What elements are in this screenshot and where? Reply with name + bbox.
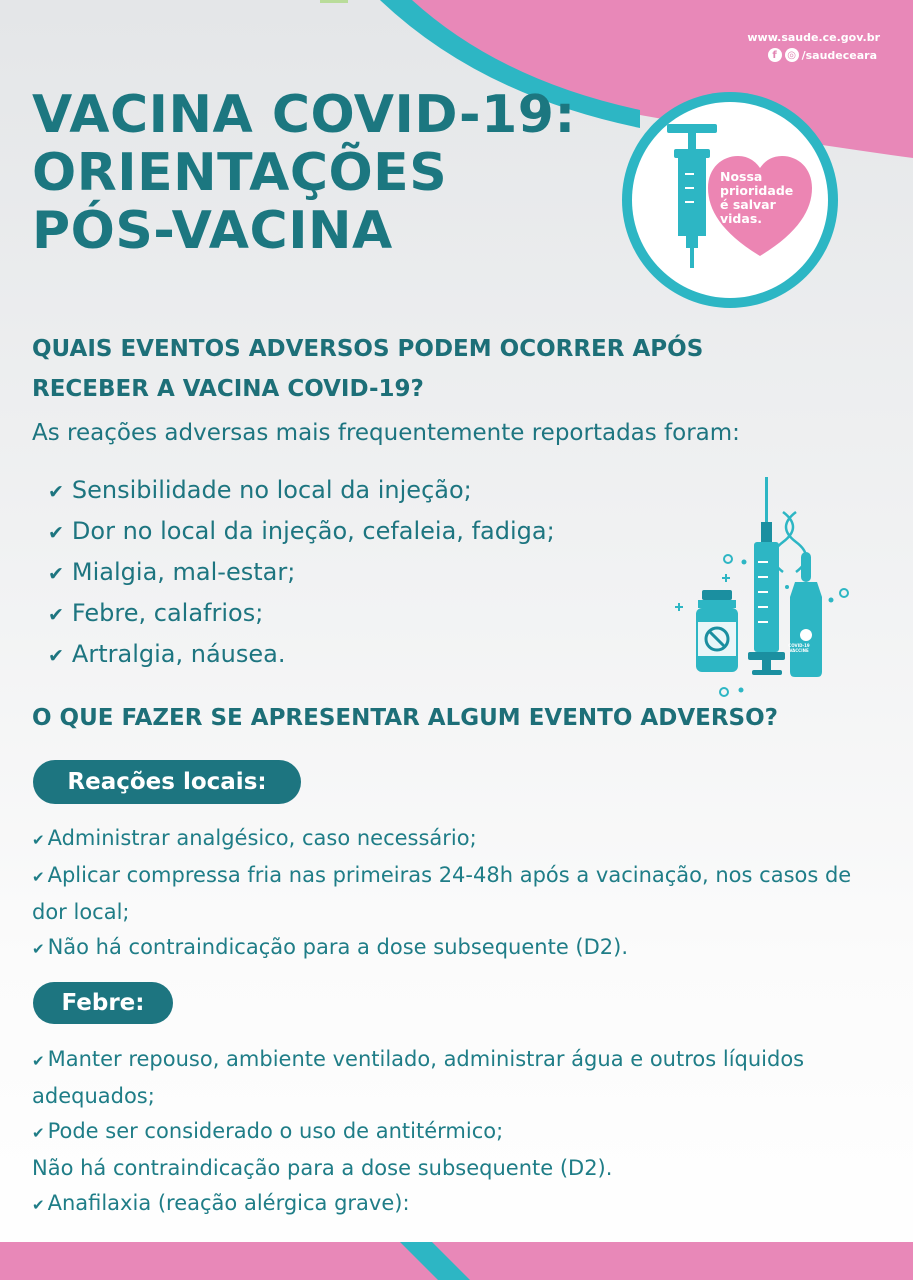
fever-badge: Febre: <box>33 982 173 1024</box>
vial-label <box>782 643 816 653</box>
list-item-text: Sensibilidade no local da injeção; <box>71 476 472 504</box>
top-left-accent <box>320 0 348 3</box>
instagram-icon[interactable]: ◎ <box>785 48 799 62</box>
vaccine-illustration <box>668 472 858 702</box>
question-line: RECEBER A VACINA COVID-19? <box>32 376 424 402</box>
check-icon: ✔ <box>32 1124 45 1142</box>
list-item-text: Mialgia, mal-estar; <box>71 558 296 586</box>
check-icon: ✔ <box>32 940 45 958</box>
social-handle[interactable] <box>768 48 877 62</box>
check-icon: ✔ <box>48 522 64 544</box>
check-icon: ✔ <box>32 1196 45 1214</box>
check-icon: ✔ <box>32 868 45 886</box>
vaccine-vial-icon <box>696 590 738 672</box>
title-line: ORIENTAÇÕES <box>32 143 448 203</box>
list-item-text: Febre, calafrios; <box>71 599 264 627</box>
list-item <box>48 471 555 512</box>
facebook-icon[interactable]: f <box>768 48 782 62</box>
list-item <box>32 821 882 858</box>
adverse-reactions-list <box>48 471 555 676</box>
list-item-text: Aplicar compressa fria nas primeiras 24-48h após a vacinação, nos casos de dor local; <box>32 863 852 924</box>
check-icon: ✔ <box>32 831 45 849</box>
local-reactions-badge: Reações locais: <box>33 760 301 804</box>
heart-line: é salvar <box>720 197 776 212</box>
section2-question: O QUE FAZER SE APRESENTAR ALGUM EVENTO ADVERSO? <box>32 705 778 731</box>
fever-list <box>32 1042 882 1223</box>
list-item-text: Administrar analgésico, caso necessário; <box>47 826 477 850</box>
local-reactions-list <box>32 821 882 967</box>
list-item <box>32 1042 882 1114</box>
title-line: VACINA COVID-19: <box>32 85 576 145</box>
check-icon: ✔ <box>48 481 64 503</box>
list-item <box>48 553 555 594</box>
title-line: PÓS-VACINA <box>32 201 393 261</box>
sparkle-icon <box>720 555 848 696</box>
ampoule-icon <box>790 552 822 677</box>
list-item-text: Não há contraindicação para a dose subsequente (D2). <box>47 935 629 959</box>
list-item-text: Dor no local da injeção, cefaleia, fadiga; <box>71 517 555 545</box>
heart-line: Nossa <box>720 169 763 184</box>
list-item <box>48 635 555 676</box>
list-item <box>32 1186 882 1223</box>
list-item <box>32 858 882 930</box>
list-item-text: Manter repouso, ambiente ventilado, administrar água e outros líquidos adequados; <box>32 1047 805 1108</box>
list-item-text: Pode ser considerado o uso de antitérmico; <box>47 1119 504 1143</box>
question-line: QUAIS EVENTOS ADVERSOS PODEM OCORRER APÓS <box>32 336 704 362</box>
list-item <box>32 1114 882 1151</box>
heart-line: prioridade <box>720 183 794 198</box>
heart-line: vidas. <box>720 211 763 226</box>
check-icon: ✔ <box>48 604 64 626</box>
page-title <box>32 86 576 260</box>
list-item-text: Não há contraindicação para a dose subsequente (D2). <box>32 1156 613 1180</box>
section1-intro: As reações adversas mais frequentemente reportadas foram: <box>32 420 740 446</box>
list-item <box>32 1151 882 1186</box>
check-icon: ✔ <box>32 1052 45 1070</box>
vial-label-sub: VACCINE <box>789 648 809 653</box>
site-url[interactable]: www.saude.ce.gov.br <box>747 31 880 44</box>
social-handle-text[interactable]: /saudeceara <box>801 48 877 62</box>
section1-question <box>32 329 703 409</box>
check-icon: ✔ <box>48 563 64 585</box>
list-item <box>32 930 882 967</box>
check-icon: ✔ <box>48 645 64 667</box>
list-item <box>48 594 555 635</box>
vial-label-text: COVID-19 <box>788 643 810 648</box>
list-item <box>48 512 555 553</box>
list-item-text: Anafilaxia (reação alérgica grave): <box>47 1191 410 1215</box>
list-item-text: Artralgia, náusea. <box>71 640 286 668</box>
syringe-icon <box>748 477 785 675</box>
heart-slogan <box>720 170 793 226</box>
